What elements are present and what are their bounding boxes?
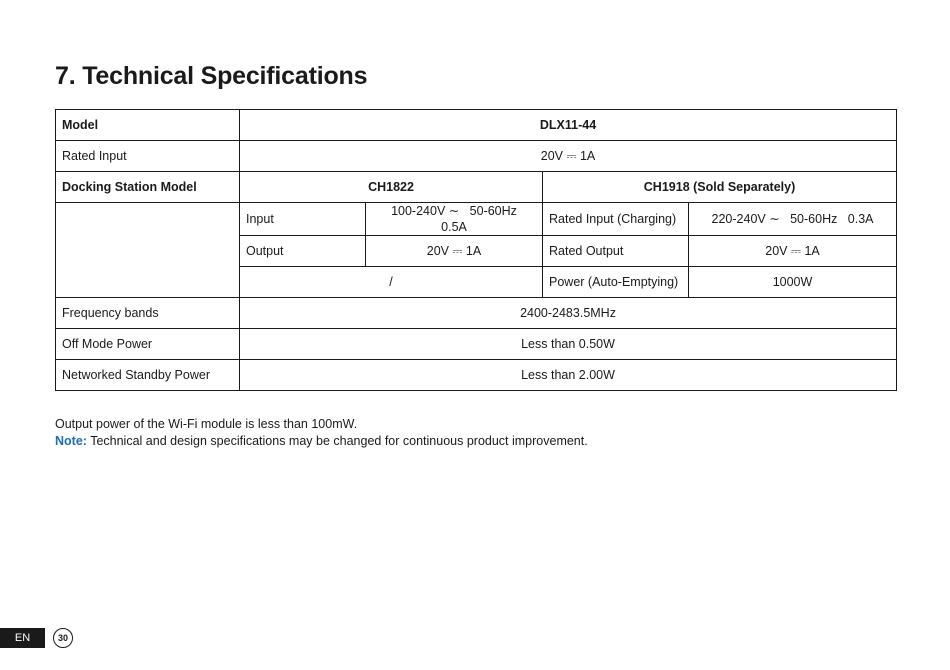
table-row (56, 172, 897, 203)
model-value: DLX11-44 (240, 110, 897, 141)
input-value-line2: 0.5A (441, 220, 467, 234)
rated-input-charging-label: Rated Input (Charging) (543, 203, 689, 236)
table-row (56, 360, 897, 391)
input-label: Input (240, 203, 366, 236)
page-title: 7. Technical Specifications (55, 62, 368, 90)
frequency-value: 2400-2483.5MHz (240, 298, 897, 329)
slash-cell: / (240, 267, 543, 298)
ch1822-header: CH1822 (240, 172, 543, 203)
off-mode-label: Off Mode Power (56, 329, 240, 360)
page-number-badge: 30 (53, 628, 73, 648)
power-label: Power (Auto-Emptying) (543, 267, 689, 298)
input-value (366, 203, 543, 236)
table-row (56, 141, 897, 172)
wifi-note: Output power of the Wi-Fi module is less than 100mW. (55, 417, 358, 431)
table-row (56, 203, 897, 236)
note-text: Technical and design specifications may be changed for continuous product improvement. (86, 434, 588, 448)
power-value: 1000W (689, 267, 897, 298)
model-label: Model (56, 110, 240, 141)
input-value-line1: 100-240V ∼ 50-60Hz (391, 204, 517, 218)
frequency-label: Frequency bands (56, 298, 240, 329)
docking-empty-cell (56, 203, 240, 298)
rated-input-label: Rated Input (56, 141, 240, 172)
language-tab: EN (0, 628, 45, 648)
note-label: Note: (55, 434, 87, 448)
rated-output-value: 20V ⎓ 1A (689, 236, 897, 267)
rated-output-label: Rated Output (543, 236, 689, 267)
standby-value: Less than 2.00W (240, 360, 897, 391)
ch1918-header: CH1918 (Sold Separately) (543, 172, 897, 203)
output-label: Output (240, 236, 366, 267)
output-value: 20V ⎓ 1A (366, 236, 543, 267)
spec-table (55, 109, 897, 391)
standby-label: Networked Standby Power (56, 360, 240, 391)
rated-input-value: 20V ⎓ 1A (240, 141, 897, 172)
off-mode-value: Less than 0.50W (240, 329, 897, 360)
docking-station-label: Docking Station Model (56, 172, 240, 203)
table-row (56, 329, 897, 360)
rated-input-charging-value: 220-240V ∼ 50-60Hz 0.3A (689, 203, 897, 236)
table-row (56, 110, 897, 141)
note-line (55, 434, 588, 448)
table-row (56, 298, 897, 329)
